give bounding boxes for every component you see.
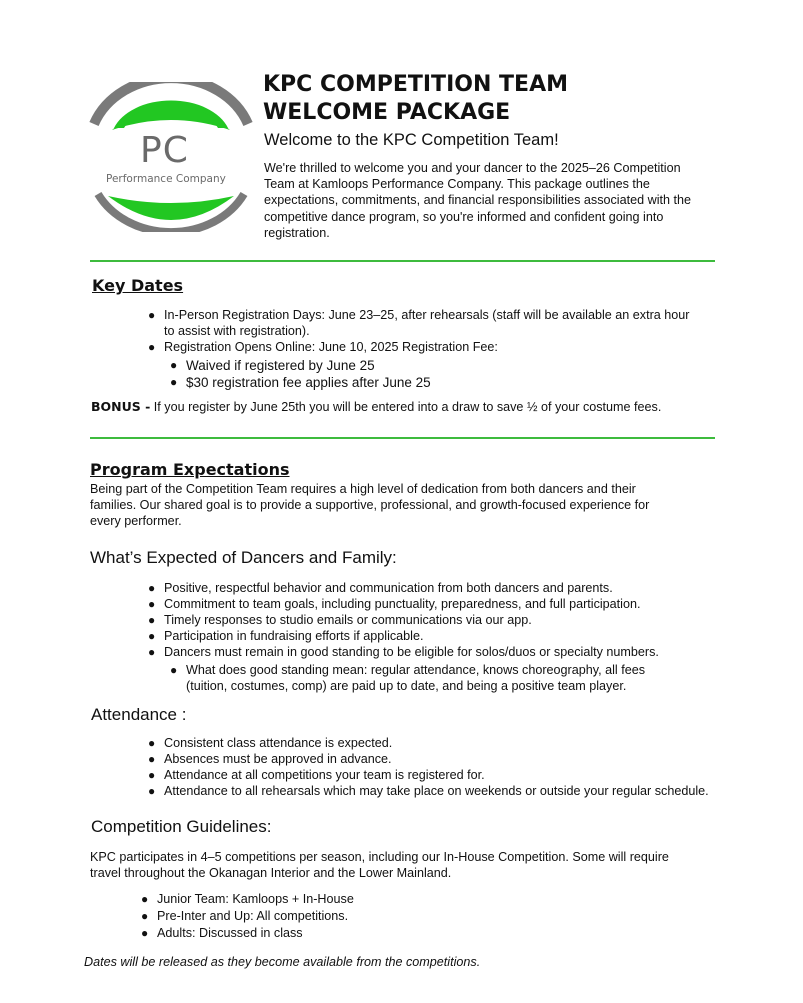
list-item [144, 735, 764, 751]
list-item-text: Adults: Discussed in class [157, 926, 303, 940]
list-item [144, 339, 744, 355]
intro-line: registration. [264, 225, 330, 240]
list-item-text: Commitment to team goals, including punctuality, preparedness, and full participation. [164, 597, 641, 611]
program-intro [90, 481, 730, 530]
bullet-icon: ● [148, 597, 156, 611]
list-item-text: Pre-Inter and Up: All competitions. [157, 909, 349, 923]
key-dates-heading: Key Dates [92, 276, 184, 295]
attendance-heading: Attendance : [91, 705, 187, 724]
list-item [144, 783, 764, 799]
list-item-text: Registration Opens Online: June 10, 2025 Registration Fee: [164, 340, 498, 354]
list-item [164, 374, 744, 391]
list-item-text: Junior Team: Kamloops + In-House [157, 892, 354, 906]
bullet-icon: ● [141, 892, 149, 906]
list-item [144, 612, 764, 628]
list-item-text: Attendance at all competitions your team is registered for. [164, 768, 485, 782]
list-item [144, 751, 764, 767]
list-item [137, 925, 537, 942]
list-item-text: Absences must be approved in advance. [164, 752, 392, 766]
bullet-icon: ● [148, 752, 156, 766]
competition-intro-line: KPC participates in 4–5 competitions per season, including our In-House Competition. Some will require [90, 850, 669, 864]
intro-line: competitive dance program, so you're informed and confident going into [264, 209, 664, 224]
list-item [144, 644, 764, 660]
intro-paragraph [264, 160, 734, 241]
bullet-icon: ● [141, 926, 149, 940]
bullet-icon: ● [148, 340, 156, 354]
program-expectations-heading: Program Expectations [90, 460, 290, 479]
bullet-icon: ● [148, 308, 156, 322]
title-line-1: KPC COMPETITION TEAM [263, 72, 568, 97]
list-item [164, 357, 744, 374]
list-item-text: Attendance to all rehearsals which may take place on weekends or outside your regular schedule. [164, 784, 709, 798]
list-item [144, 596, 764, 612]
competition-list [137, 891, 537, 942]
list-item-text: Consistent class attendance is expected. [164, 736, 393, 750]
bullet-icon: ● [170, 663, 178, 677]
title-line-2: WELCOME PACKAGE [263, 100, 511, 125]
bonus-line [91, 399, 661, 415]
list-item-text: Participation in fundraising efforts if applicable. [164, 629, 424, 643]
bonus-text: If you register by June 25th you will be entered into a draw to save ½ of your costume fees. [150, 400, 662, 414]
intro-line: Team at Kamloops Performance Company. This package outlines the [264, 177, 650, 192]
intro-line: expectations, commitments, and financial responsibilities associated with the [264, 193, 692, 208]
program-intro-line: families. Our shared goal is to provide a supportive, professional, and growth-focused experience for [90, 498, 650, 513]
bullet-icon: ● [148, 784, 156, 798]
program-intro-line: Being part of the Competition Team requires a high level of dedication from both dancers and their [90, 482, 636, 496]
bullet-icon: ● [148, 581, 156, 595]
list-item [144, 628, 764, 644]
list-item-line: In-Person Registration Days: June 23–25, after rehearsals (staff will be available an extra hour [164, 308, 690, 322]
key-dates-list [144, 307, 744, 391]
program-intro-line: every performer. [90, 514, 182, 529]
logo-mark: PC [140, 130, 189, 171]
list-item-text: Positive, respectful behavior and communication from both dancers and parents. [164, 581, 613, 595]
list-item [137, 908, 537, 925]
list-item-text: $30 registration fee applies after June 25 [186, 375, 431, 390]
list-item-line: What does good standing mean: regular attendance, knows choreography, all fees [186, 663, 646, 677]
competition-intro-line: travel throughout the Okanagan Interior and the Lower Mainland. [90, 866, 452, 881]
welcome-subtitle: Welcome to the KPC Competition Team! [264, 131, 559, 149]
dates-footnote: Dates will be released as they become available from the competitions. [84, 955, 481, 969]
expected-list [144, 580, 764, 694]
list-item [144, 307, 744, 339]
list-item-text: Waived if registered by June 25 [186, 358, 375, 373]
competition-guidelines-heading: Competition Guidelines: [91, 817, 272, 836]
bullet-icon: ● [148, 768, 156, 782]
bullet-icon: ● [141, 909, 149, 923]
expected-heading: What’s Expected of Dancers and Family: [90, 548, 397, 567]
bullet-icon: ● [148, 645, 156, 659]
intro-line: We're thrilled to welcome you and your dancer to the 2025–26 Competition [264, 161, 681, 175]
list-item [137, 891, 537, 908]
divider [90, 437, 715, 439]
bullet-icon: ● [170, 358, 178, 372]
kpc-logo [86, 82, 256, 232]
bonus-label: BONUS - [91, 399, 151, 414]
list-item [144, 767, 764, 783]
list-item-text: Dancers must remain in good standing to be eligible for solos/duos or specialty numbers. [164, 645, 659, 659]
list-item [144, 580, 764, 596]
competition-intro [90, 849, 750, 881]
bullet-icon: ● [148, 613, 156, 627]
list-item [164, 662, 764, 694]
list-item-text: Timely responses to studio emails or communications via our app. [164, 613, 532, 627]
bullet-icon: ● [170, 375, 178, 389]
list-item-line: (tuition, costumes, comp) are paid up to date, and being a positive team player. [186, 679, 627, 693]
bullet-icon: ● [148, 629, 156, 643]
attendance-list [144, 735, 764, 799]
logo-subtitle: Performance Company [106, 173, 226, 185]
divider [90, 260, 715, 262]
bullet-icon: ● [148, 736, 156, 750]
list-item-line: to assist with registration). [164, 324, 310, 338]
